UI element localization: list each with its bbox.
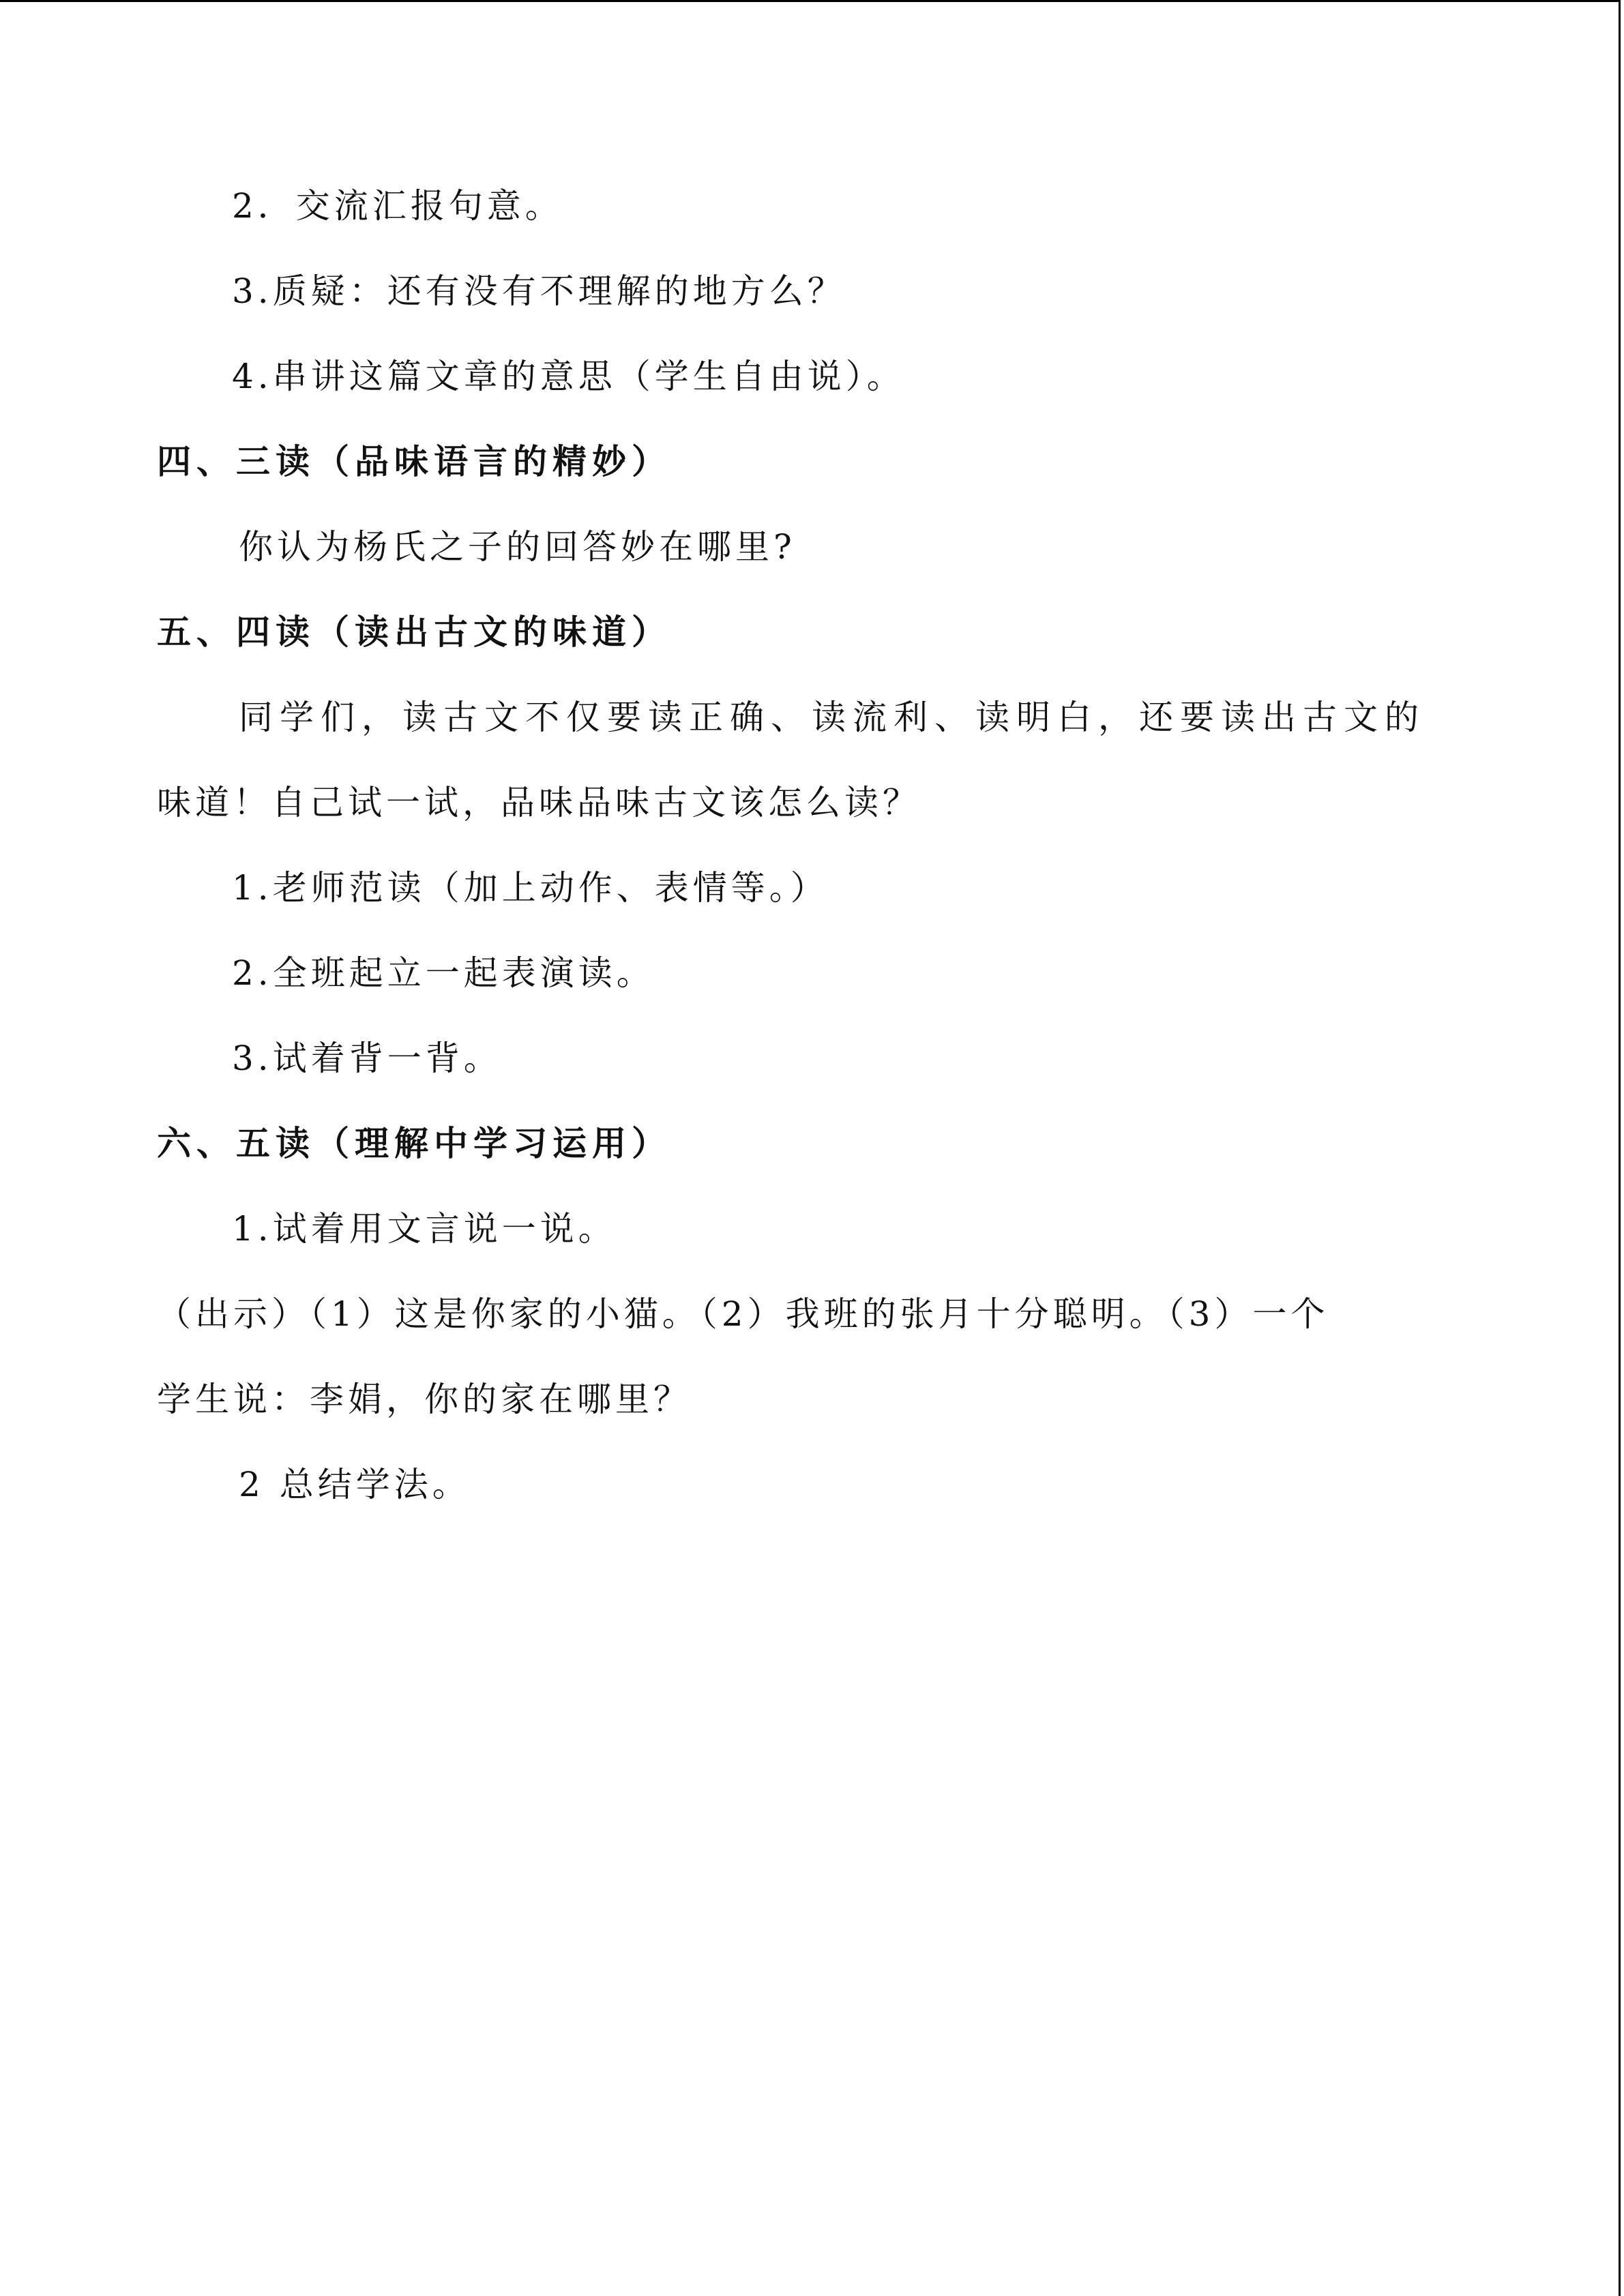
step-3-recite: 3.试着背一背。 bbox=[232, 1039, 502, 1078]
example-line-1: （出示）（1）这是你家的小猫。（2）我班的张月十分聪明。（3）一个 bbox=[157, 1294, 1329, 1334]
step-2-exchange: 2．交流汇报句意。 bbox=[232, 186, 563, 226]
step-2-class-read: 2.全班起立一起表演读。 bbox=[232, 953, 655, 993]
section-heading-6: 六、五读（理解中学习运用） bbox=[157, 1124, 671, 1163]
step-4-explain: 4.串讲这篇文章的意思（学生自由说）。 bbox=[232, 357, 905, 396]
section-heading-4: 四、三读（品味语言的精妙） bbox=[157, 442, 671, 481]
step-1-teacher-read: 1.老师范读（加上动作、表情等。） bbox=[232, 868, 829, 908]
step-1-classical-speak: 1.试着用文言说一说。 bbox=[232, 1209, 617, 1249]
paragraph-intro-line-2: 味道！自己试一试，品味品味古文该怎么读？ bbox=[157, 783, 921, 822]
paragraph-intro-line-1: 同学们，读古文不仅要读正确、读流利、读明白，还要读出古文的 bbox=[239, 698, 1426, 737]
document-body bbox=[157, 164, 1473, 1527]
example-line-2: 学生说：李娟，你的家在哪里？ bbox=[157, 1380, 692, 1419]
section-heading-5: 五、四读（读出古文的味道） bbox=[157, 612, 671, 652]
step-3-question: 3.质疑：还有没有不理解的地方么？ bbox=[232, 271, 846, 311]
paragraph-question: 你认为杨氏之子的回答妙在哪里? bbox=[239, 527, 796, 567]
step-2-summary: 2 总结学法。 bbox=[239, 1465, 471, 1504]
